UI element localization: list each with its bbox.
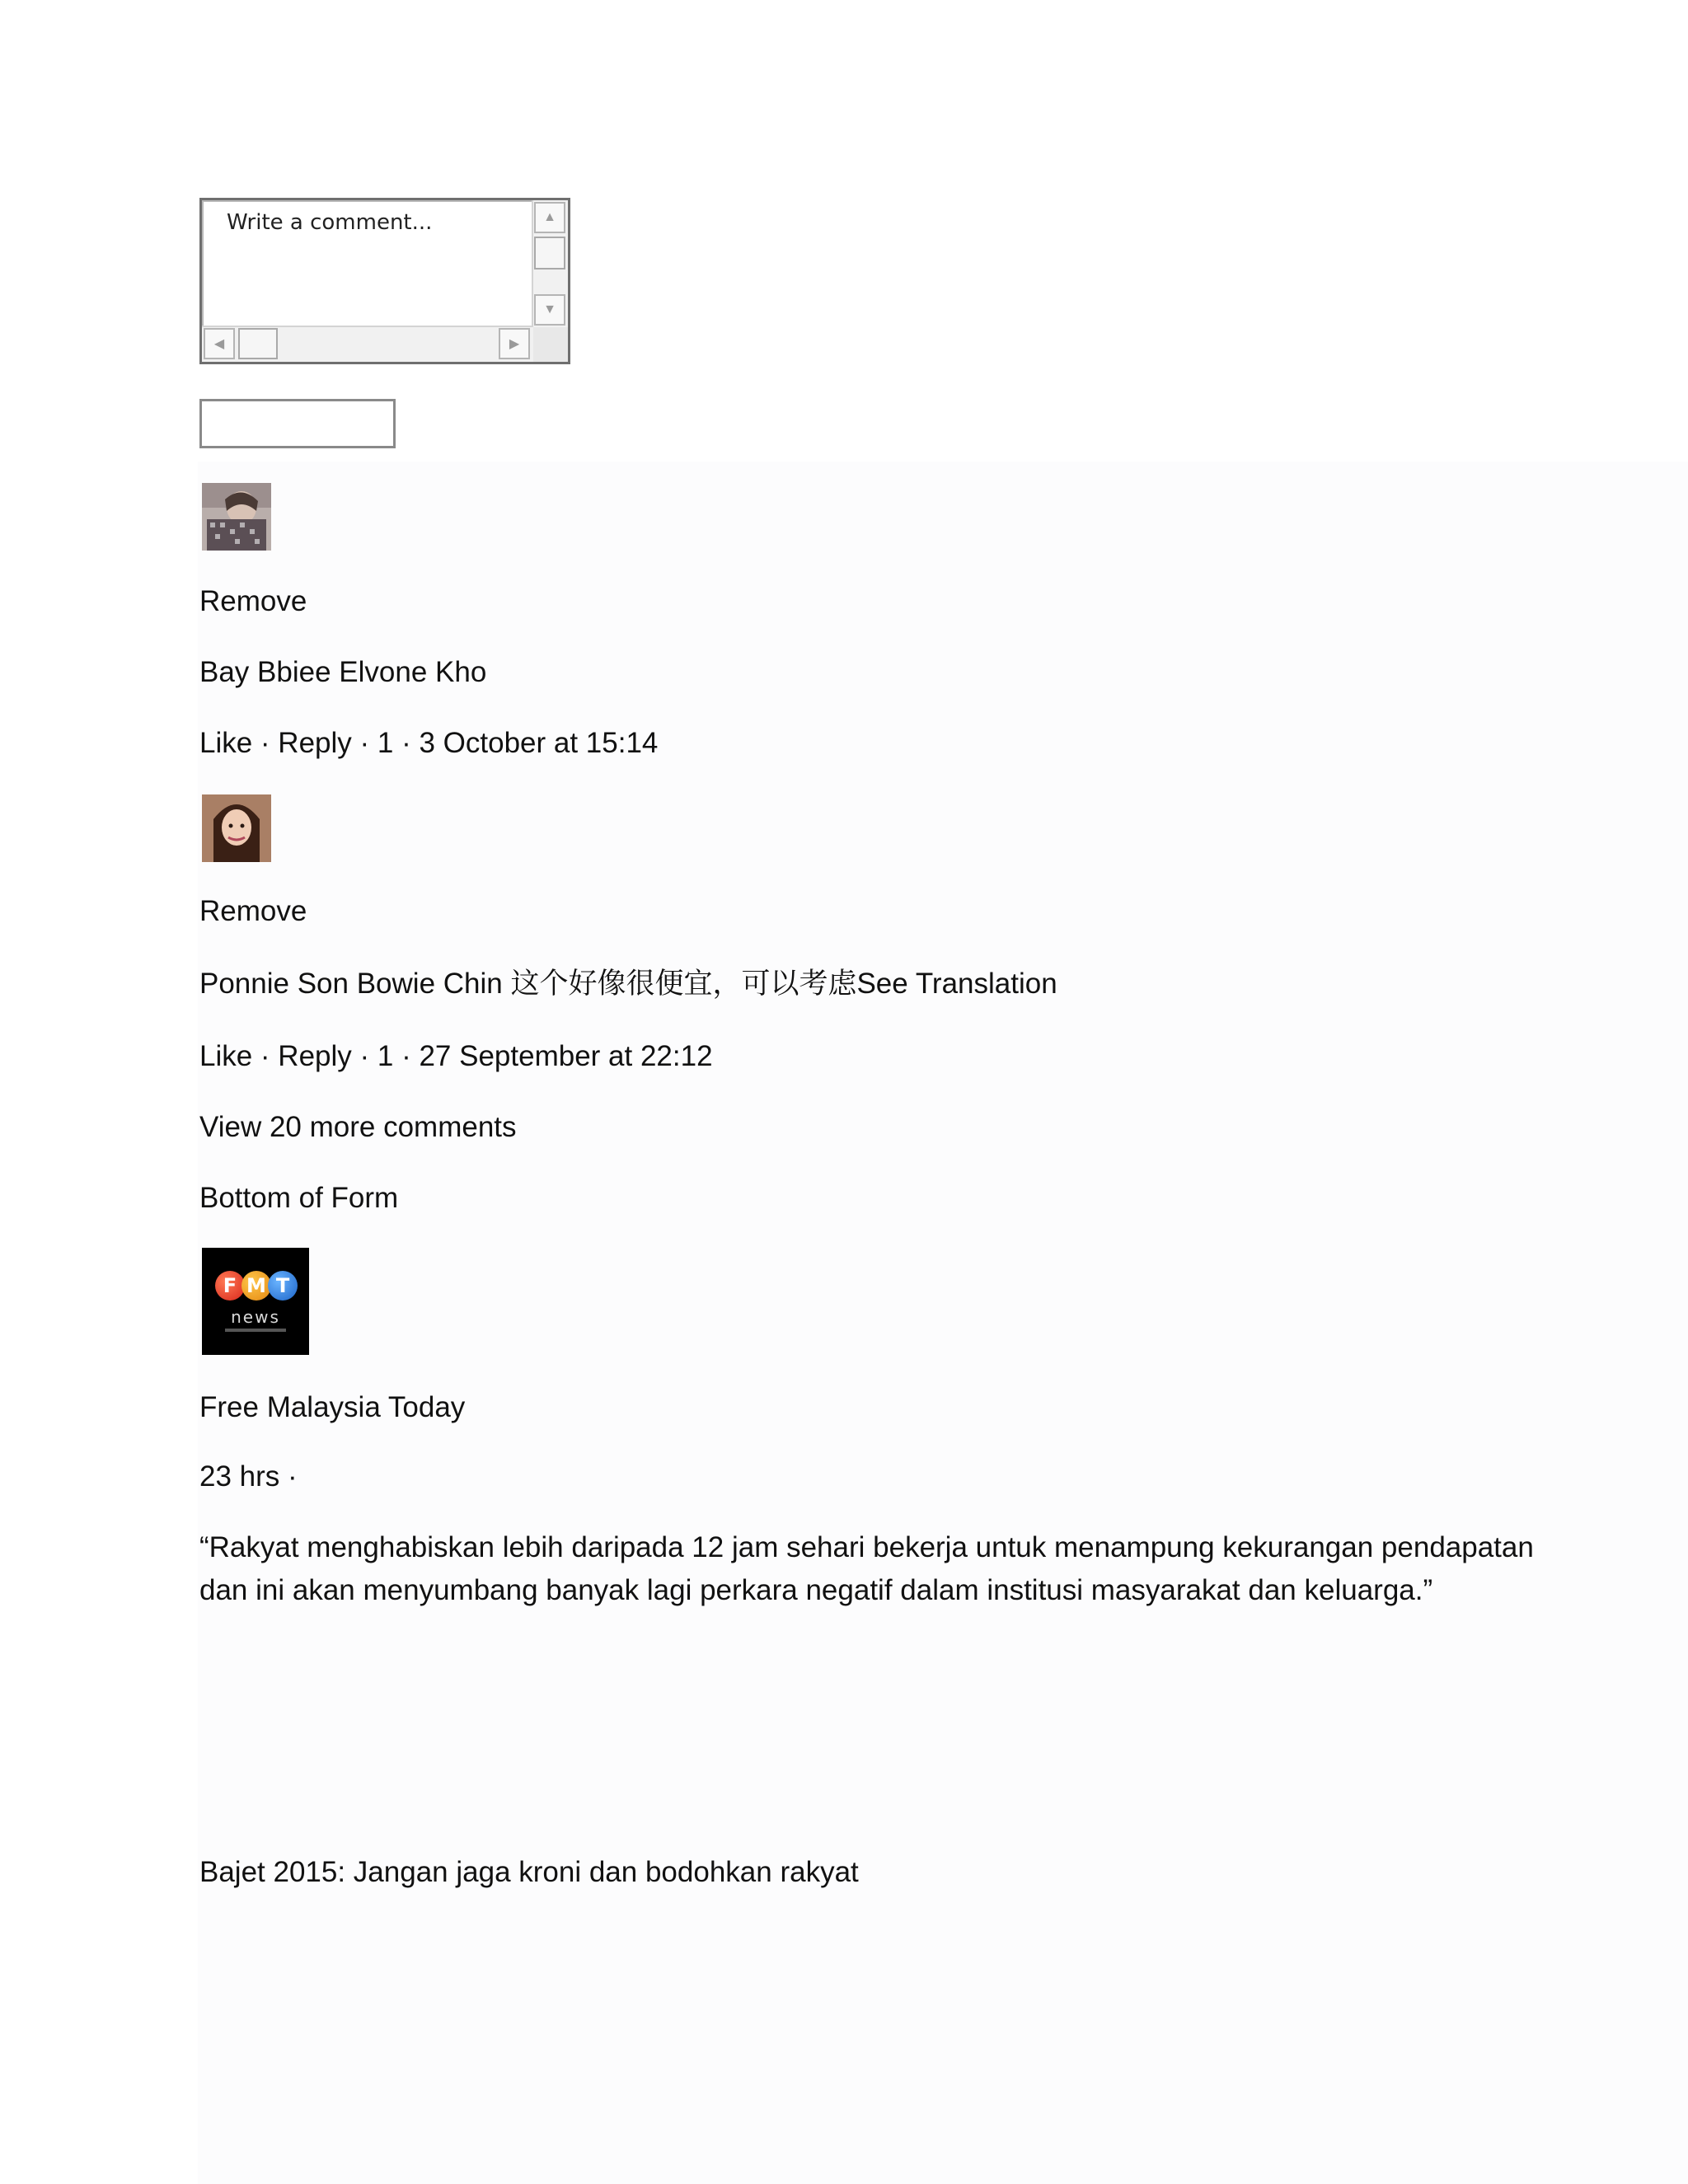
vertical-scrollbar[interactable] <box>532 200 568 330</box>
horizontal-scroll-thumb[interactable] <box>238 328 278 359</box>
logo-letter: M <box>241 1271 271 1301</box>
scroll-up-icon[interactable]: ▲ <box>534 202 565 233</box>
comment-author-and-text: Ponnie Son Bowie Chin 这个好像很便宜，可以考虑See Translation <box>199 968 1057 1000</box>
bottom-of-form-label: Bottom of Form <box>199 1182 399 1214</box>
comment-meta[interactable]: Like · Reply · 1 · 27 September at 22:12 <box>199 1040 713 1072</box>
scrollbar-corner <box>533 327 568 362</box>
comment-meta[interactable]: Like · Reply · 1 · 3 October at 15:14 <box>199 727 659 759</box>
comment-author[interactable]: Bay Bbiee Elvone Kho <box>199 656 487 688</box>
horizontal-scrollbar[interactable] <box>202 326 533 362</box>
article-headline[interactable]: Bajet 2015: Jangan jaga kroni dan bodohkan rakyat <box>199 1856 859 1888</box>
post-time[interactable]: 23 hrs · <box>199 1460 298 1493</box>
remove-link[interactable]: Remove <box>199 895 307 927</box>
logo-word: news <box>231 1307 280 1327</box>
remove-link[interactable]: Remove <box>199 585 307 617</box>
scroll-left-icon[interactable]: ◀ <box>204 328 235 359</box>
comment-submit-field[interactable] <box>199 399 396 448</box>
logo-letter: T <box>268 1271 298 1301</box>
page-background <box>198 462 1688 2184</box>
scroll-down-icon[interactable]: ▼ <box>534 294 565 326</box>
logo-tagline-bar <box>225 1329 286 1332</box>
view-more-comments-link[interactable]: View 20 more comments <box>199 1111 517 1143</box>
vertical-scroll-thumb[interactable] <box>534 237 565 269</box>
comment-textarea[interactable] <box>199 198 570 364</box>
fmt-news-logo[interactable] <box>202 1248 309 1355</box>
comment-placeholder: Write a comment... <box>227 210 433 235</box>
page-name[interactable]: Free Malaysia Today <box>199 1391 466 1423</box>
avatar[interactable] <box>202 794 271 862</box>
post-quote: “Rakyat menghabiskan lebih daripada 12 jam sehari bekerja untuk menampung kekurangan pendapatan dan ini akan menyumbang banyak lagi perkara negatif dalam institusi masyarakat dan keluarga.” <box>199 1531 1534 1606</box>
avatar[interactable] <box>202 483 271 551</box>
scroll-right-icon[interactable]: ▶ <box>499 328 530 359</box>
logo-letter: F <box>215 1271 245 1301</box>
